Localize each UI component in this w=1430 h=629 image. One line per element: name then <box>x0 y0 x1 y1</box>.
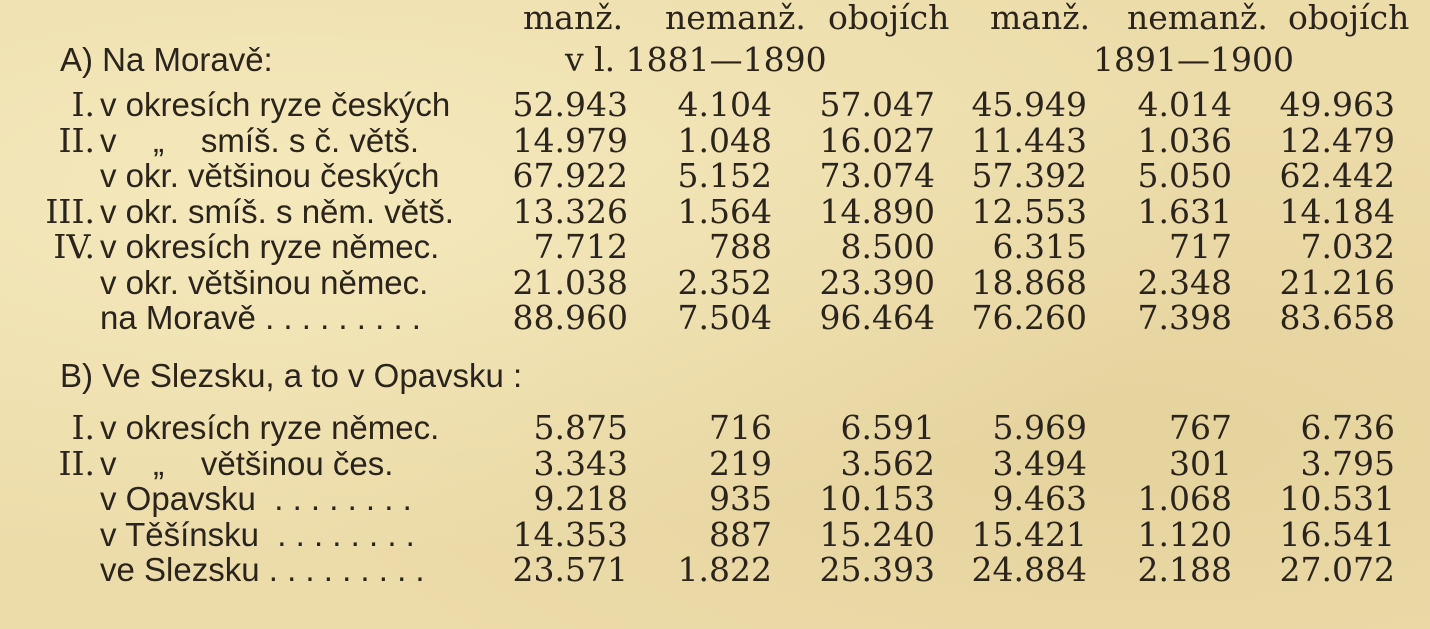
table-cell-value: 1.631 <box>1137 191 1232 231</box>
table-cell-value: 5.969 <box>992 408 1087 447</box>
table-cell-value: 57.392 <box>971 156 1087 195</box>
row-label: v Těšínsku . . . . . . . . <box>100 515 415 553</box>
row-roman-numeral: IV. <box>53 227 95 266</box>
period-1891-1900: 1891—1900 <box>1093 40 1294 79</box>
table-cell-value: 4.104 <box>677 85 772 124</box>
row-roman-numeral: I. <box>71 85 95 124</box>
table-cell-value: 5.152 <box>677 156 772 195</box>
table-cell-value: 2.348 <box>1137 262 1232 302</box>
table-cell-value: 6.736 <box>1300 408 1395 447</box>
col-header-both-1: obojích <box>828 0 950 37</box>
table-cell-value: 9.218 <box>533 479 628 518</box>
table-cell-value: 14.184 <box>1279 191 1395 231</box>
row-roman-numeral: II. <box>58 120 95 160</box>
row-roman-numeral: I. <box>71 408 95 447</box>
table-cell-value: 15.421 <box>971 514 1087 554</box>
table-cell-value: 1.068 <box>1137 479 1232 518</box>
table-cell-value: 12.479 <box>1279 120 1395 160</box>
table-cell-value: 7.032 <box>1300 227 1395 266</box>
table-cell-value: 23.571 <box>512 550 628 589</box>
table-cell-value: 16.027 <box>819 120 935 160</box>
row-label: v okr. většinou němec. <box>100 263 429 301</box>
table-cell-value: 24.884 <box>971 550 1087 589</box>
col-header-unmarried-1: nemanž. <box>665 0 806 37</box>
table-cell-value: 1.564 <box>677 191 772 231</box>
table-cell-value: 14.353 <box>512 514 628 554</box>
table-cell-value: 96.464 <box>819 298 935 337</box>
row-roman-numeral: III. <box>45 191 95 231</box>
table-cell-value: 5.050 <box>1137 156 1232 195</box>
table-cell-value: 10.153 <box>819 479 935 518</box>
table-cell-value: 1.048 <box>677 120 772 160</box>
table-cell-value: 14.890 <box>819 191 935 231</box>
row-label: v okresích ryze němec. <box>100 409 440 446</box>
table-cell-value: 49.963 <box>1279 85 1395 124</box>
table-cell-value: 76.260 <box>971 298 1087 337</box>
table-cell-value: 301 <box>1169 443 1232 483</box>
table-cell-value: 45.949 <box>971 85 1087 124</box>
row-label: v „ smíš. s č. větš. <box>100 121 420 159</box>
table-cell-value: 4.014 <box>1137 85 1232 124</box>
table-cell-value: 2.188 <box>1137 550 1232 589</box>
table-cell-value: 25.393 <box>819 550 935 589</box>
col-header-married-2: manž. <box>990 0 1091 37</box>
table-cell-value: 717 <box>1169 227 1232 266</box>
table-cell-value: 887 <box>709 514 772 554</box>
table-cell-value: 52.943 <box>512 85 628 124</box>
table-cell-value: 8.500 <box>840 227 935 266</box>
table-cell-value: 21.216 <box>1279 262 1395 302</box>
row-label: v okr. smíš. s něm. větš. <box>100 192 454 230</box>
table-cell-value: 27.072 <box>1279 550 1395 589</box>
table-cell-value: 716 <box>709 408 772 447</box>
table-cell-value: 935 <box>709 479 772 518</box>
col-header-married-1: manž. <box>523 0 624 37</box>
table-cell-value: 3.795 <box>1300 443 1395 483</box>
table-cell-value: 3.494 <box>992 443 1087 483</box>
table-cell-value: 1.822 <box>677 550 772 589</box>
table-cell-value: 21.038 <box>512 262 628 302</box>
table-cell-value: 13.326 <box>512 191 628 231</box>
table-cell-value: 11.443 <box>971 120 1087 160</box>
row-label: v okresích ryze českých <box>100 86 451 123</box>
table-cell-value: 767 <box>1169 408 1232 447</box>
table-cell-value: 3.562 <box>840 443 935 483</box>
table-cell-value: 1.036 <box>1137 120 1232 160</box>
table-cell-value: 62.442 <box>1279 156 1395 195</box>
table-cell-value: 3.343 <box>533 443 628 483</box>
row-label: v okr. většinou českých <box>100 157 440 194</box>
table-cell-value: 5.875 <box>533 408 628 447</box>
col-header-both-2: obojích <box>1288 0 1410 37</box>
table-cell-value: 83.658 <box>1279 298 1395 337</box>
table-cell-value: 73.074 <box>819 156 935 195</box>
table-cell-value: 6.591 <box>840 408 935 447</box>
row-label: ve Slezsku . . . . . . . . . <box>100 551 425 588</box>
table-cell-value: 219 <box>709 443 772 483</box>
period-1881-1890: v l. 1881—1890 <box>565 40 827 79</box>
col-header-unmarried-2: nemanž. <box>1127 0 1268 37</box>
table-cell-value: 18.868 <box>971 262 1087 302</box>
table-cell-value: 12.553 <box>971 191 1087 231</box>
table-cell-value: 67.922 <box>512 156 628 195</box>
table-cell-value: 6.315 <box>992 227 1087 266</box>
table-cell-value: 16.541 <box>1279 514 1395 554</box>
table-cell-value: 1.120 <box>1137 514 1232 554</box>
row-roman-numeral: II. <box>58 443 95 483</box>
table-cell-value: 23.390 <box>819 262 935 302</box>
table-cell-value: 788 <box>709 227 772 266</box>
table-cell-value: 7.398 <box>1137 298 1232 337</box>
row-label: v Opavsku . . . . . . . . <box>100 480 412 517</box>
table-cell-value: 57.047 <box>819 85 935 124</box>
section-b-title: B) Ve Slezsku, a to v Opavsku : <box>60 357 523 394</box>
table-cell-value: 2.352 <box>677 262 772 302</box>
row-label: v „ většinou čes. <box>100 444 394 482</box>
table-cell-value: 7.504 <box>677 298 772 337</box>
row-label: v okresích ryze němec. <box>100 228 440 265</box>
row-label: na Moravě . . . . . . . . . <box>100 299 421 336</box>
table-cell-value: 88.960 <box>512 298 628 337</box>
table-cell-value: 7.712 <box>533 227 628 266</box>
section-a-title: A) Na Moravě: <box>60 41 273 78</box>
table-cell-value: 15.240 <box>819 514 935 554</box>
table-cell-value: 9.463 <box>992 479 1087 518</box>
table-cell-value: 14.979 <box>512 120 628 160</box>
table-cell-value: 10.531 <box>1279 479 1395 518</box>
